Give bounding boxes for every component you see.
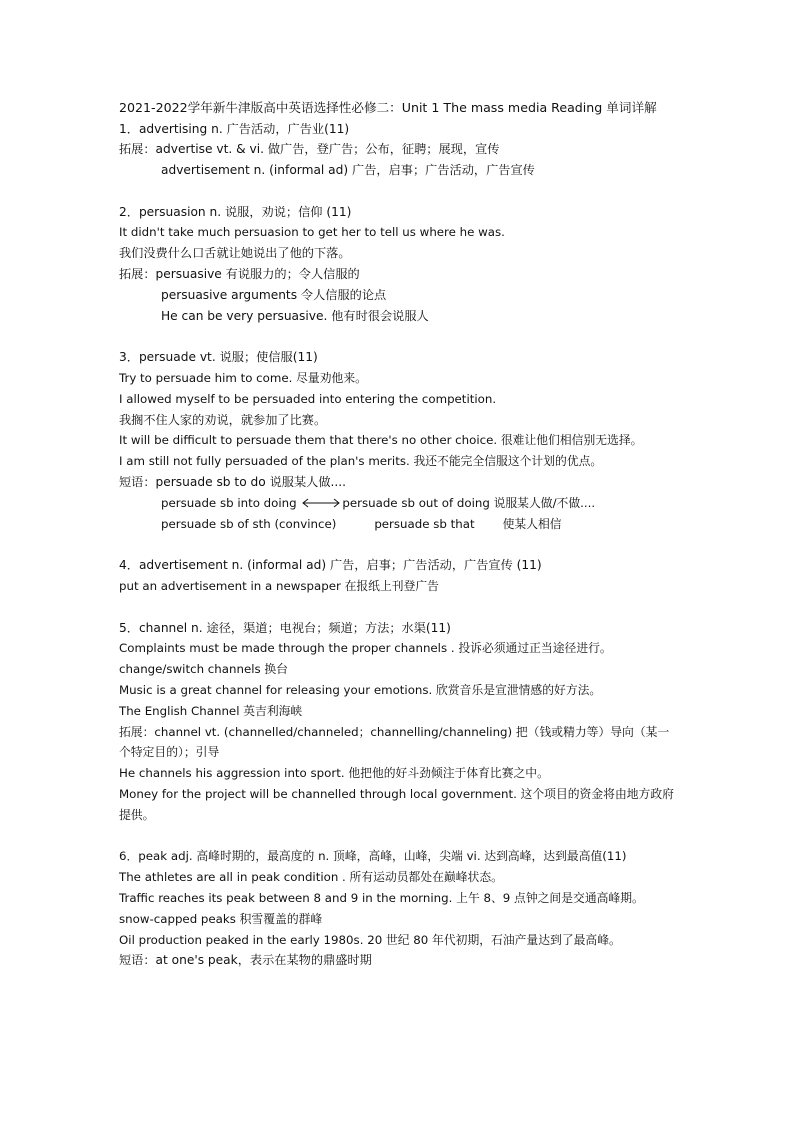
entry-heading: 2．persuasion n. 说服，劝说；信仰 (11) — [119, 204, 352, 219]
example-line: Try to persuade him to come. 尽量劝他来。 — [119, 371, 367, 386]
example-english: It didn't take much persuasion to get her to tell us where he was. — [119, 225, 505, 240]
example-line: Money for the project will be channelled through local government. 这个项目的资金将由地方政府提供。 — [119, 787, 674, 822]
spacer — [119, 826, 679, 847]
example-line: put an advertisement in a newspaper 在报纸上刊登广告 — [119, 579, 439, 594]
example-line: The English Channel 英吉利海峡 — [119, 703, 303, 718]
phrase-line: 短语：at one's peak，表示在某物的鼎盛时期 — [119, 953, 372, 968]
entry-peak — [119, 846, 679, 971]
phrase-line — [119, 493, 679, 514]
extension-line: 拓展：persuasive 有说服力的；令人信服的 — [119, 267, 360, 282]
double-arrow-icon — [301, 498, 341, 508]
document-page — [119, 98, 679, 971]
entry-heading: 3．persuade vt. 说服；使信服(11) — [119, 350, 318, 365]
document-title: 2021-2022学年新牛津版高中英语选择性必修二：Unit 1 The mass media Reading 单词详解 — [119, 100, 657, 115]
example-line: snow-capped peaks 积雪覆盖的群峰 — [119, 911, 323, 926]
extension-line: persuasive arguments 令人信服的论点 — [161, 287, 387, 302]
entry-persuasion — [119, 202, 679, 327]
spacer — [119, 597, 679, 618]
entry-heading: 5．channel n. 途径，渠道；电视台；频道；方法；水渠(11) — [119, 620, 451, 635]
phrase-left: persuade sb into doing — [161, 495, 297, 510]
example-chinese: 我们没费什么口舌就让她说出了他的下落。 — [119, 246, 351, 261]
example-line: change/switch channels 换台 — [119, 662, 288, 677]
entry-heading: 6．peak adj. 高峰时期的，最高度的 n. 顶峰，高峰，山峰，尖端 vi. 达到高峰，达到最高值(11) — [119, 849, 627, 864]
entry-persuade — [119, 347, 679, 534]
entry-advertising — [119, 119, 679, 181]
entry-channel — [119, 618, 679, 826]
phrase-middle: persuade sb that — [374, 516, 475, 531]
example-english: I allowed myself to be persuaded into entering the competition. — [119, 391, 497, 406]
spacer — [119, 326, 679, 347]
extension-line: He can be very persuasive. 他有时很会说服人 — [161, 308, 429, 323]
spacer — [119, 181, 679, 202]
example-line: He channels his aggression into sport. 他把他的好斗劲倾注于体育比赛之中。 — [119, 766, 549, 781]
example-line: Music is a great channel for releasing your emotions. 欣赏音乐是宣泄情感的好方法。 — [119, 683, 602, 698]
example-line: Oil production peaked in the early 1980s. 20 世纪 80 年代初期，石油产量达到了最高峰。 — [119, 932, 621, 947]
extension-line: 拓展：advertise vt. & vi. 做广告，登广告；公布，征聘；展现，宣传 — [119, 142, 500, 157]
entry-heading: 1．advertising n. 广告活动，广告业(11) — [119, 121, 350, 136]
example-line: The athletes are all in peak condition . 所有运动员都处在巅峰状态。 — [119, 870, 503, 885]
phrase-line: 短语：persuade sb to do 说服某人做.... — [119, 475, 347, 490]
phrase-right: persuade sb out of doing 说服某人做/不做.... — [342, 495, 596, 510]
spacer — [119, 534, 679, 555]
phrase-left: persuade sb of sth (convince) — [161, 516, 337, 531]
phrase-meaning: 使某人相信 — [502, 516, 562, 531]
extension-line: 拓展：channel vt. (channelled/channeled；channelling/channeling) 把（钱或精力等）导向（某一个特定目的）；引导 — [119, 724, 670, 760]
example-chinese: 我搁不住人家的劝说，就参加了比赛。 — [119, 412, 327, 427]
phrase-line — [119, 514, 679, 535]
example-line: It will be difficult to persuade them that there's no other choice. 很难让他们相信别无选择。 — [119, 433, 643, 448]
extension-line: advertisement n. (informal ad) 广告，启事；广告活动，广告宣传 — [161, 163, 535, 178]
entry-heading: 4．advertisement n. (informal ad) 广告，启事；广告活动，广告宣传 (11) — [119, 558, 542, 573]
example-line: I am still not fully persuaded of the plan's merits. 我还不能完全信服这个计划的优点。 — [119, 454, 603, 469]
example-line: Traffic reaches its peak between 8 and 9 in the morning. 上午 8、9 点钟之间是交通高峰期。 — [119, 890, 644, 905]
entry-advertisement — [119, 555, 679, 597]
example-line: Complaints must be made through the proper channels . 投诉必须通过正当途径进行。 — [119, 641, 612, 656]
